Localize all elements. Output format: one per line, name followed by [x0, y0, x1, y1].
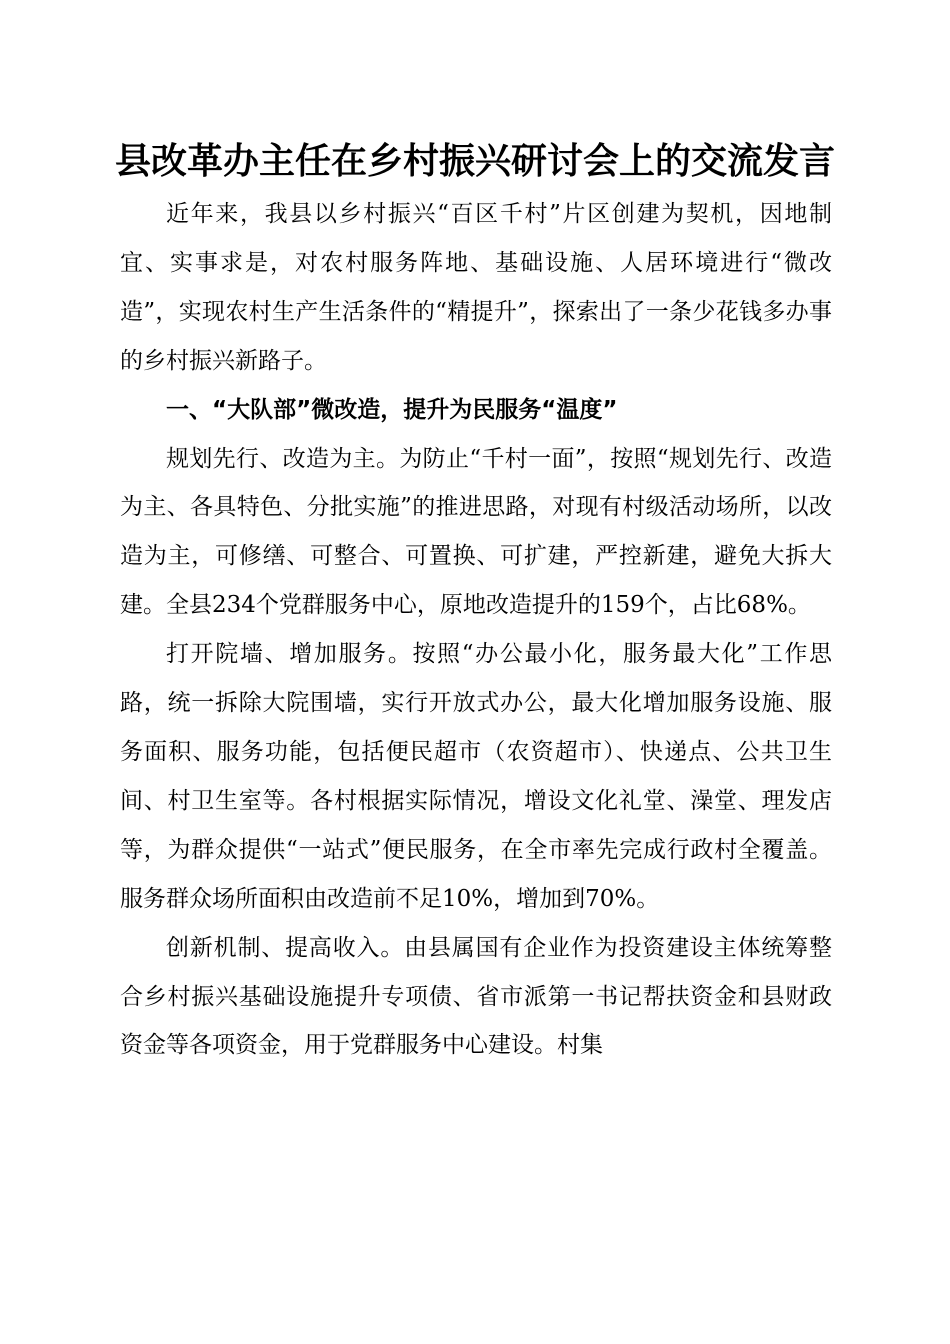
- paragraph-planning: 规划先行、改造为主。为防止“千村一面”，按照“规划先行、改造为主、各具特色、分批实施”的推进思路，对现有村级活动场所，以改造为主，可修缮、可整合、可置换、可扩建，严控新建，避免大拆大建。全县234个党群服务中心，原地改造提升的159个，占比68%。: [120, 445, 832, 619]
- intro-paragraph: 近年来，我县以乡村振兴“百区千村”片区创建为契机，因地制宜、实事求是，对农村服务阵地、基础设施、人居环境进行“微改造”，实现农村生产生活条件的“精提升”，探索出了一条少花钱多办事的乡村振兴新路子。: [120, 201, 832, 374]
- section-heading-1: 一、“大队部”微改造，提升为民服务“温度”: [166, 396, 618, 423]
- document-title: 县改革办主任在乡村振兴研讨会上的交流发言: [114, 140, 835, 182]
- document-body: [120, 190, 832, 1070]
- paragraph-services: 打开院墙、增加服务。按照“办公最小化，服务最大化”工作思路，统一拆除大院围墙，实行开放式办公，最大化增加服务设施、服务面积、服务功能，包括便民超市（农资超市）、快递点、公共卫生间、村卫生室等。各村根据实际情况，增设文化礼堂、澡堂、理发店等，为群众提供“一站式”便民服务，在全市率先完成行政村全覆盖。服务群众场所面积由改造前不足10%，增加到70%。: [120, 641, 832, 912]
- paragraph-mechanism: 创新机制、提高收入。由县属国有企业作为投资建设主体统筹整合乡村振兴基础设施提升专项债、省市派第一书记帮扶资金和县财政资金等各项资金，用于党群服务中心建设。村集: [120, 934, 832, 1059]
